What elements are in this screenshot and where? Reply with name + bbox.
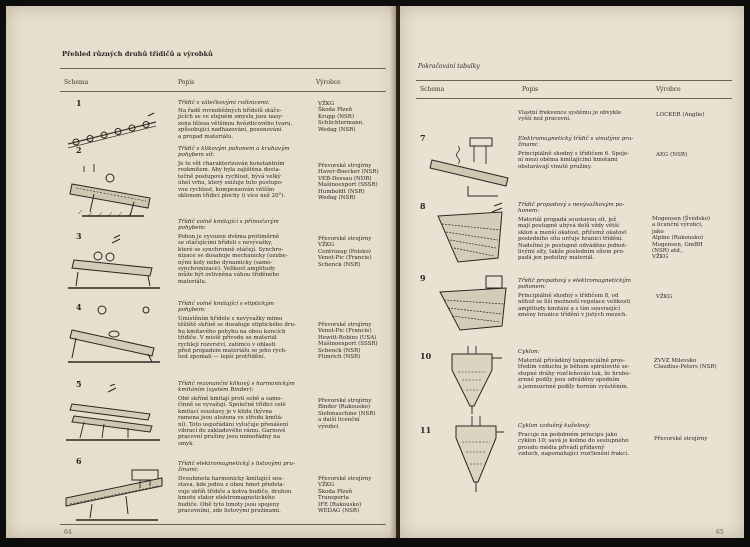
header-rule-top bbox=[60, 68, 386, 69]
row-description: Je to vět charakterizován konstantním rozkmitem. Aby byla zajištěna dosta- tečně postupová rychlost, bývá velký úhel vrhu, který snižuje tuto postupo- vou rychlost, kompenzován větším sklonem třídicí plochy (i více než 20°). bbox=[178, 161, 286, 199]
row-description: Principiálně shodný s třídičem 6. Spoje- ní mezi oběma kmitajícími hmotami obstarávají vinuté pružiny. bbox=[518, 151, 630, 170]
row-description: Materiál přiváděný tangenciálně pros- tředím vzduchu je během spirálovité se- stupné dráhy rozčleňován tak, že hrubo- zrnné podíly jsou odváděny spodním a jemnozrnné podíly horním vyústěním. bbox=[518, 358, 631, 390]
row-number: 8 bbox=[420, 201, 426, 211]
header-rule-bottom bbox=[416, 98, 732, 99]
col-popis: Popis bbox=[178, 79, 195, 86]
row-manufacturers: Převorské strojírny Venot-Pic (Francie) Hewitt-Robins (USA) Mašinoexport (SSSR) Schenck (NSR) Flimrich (NSR) bbox=[318, 322, 378, 360]
row-description: Dvouhmota harmonicky kmitající sou- stava, kde jednu z obou hmot předsta- vuje skříň třídiče a kotva budiče, druhou hmotu stator elektromagnetického budiče. Obě tyto hmoty jsou spojeny pracovními, zde listovými pružinami. bbox=[178, 476, 292, 514]
row-number: 6 bbox=[76, 456, 82, 466]
row-type-title: Třídič volně kmitající s eliptickým pohybem: bbox=[178, 301, 274, 314]
table-rule-bottom bbox=[60, 524, 386, 525]
electromagnetic-screen-sketch bbox=[62, 464, 166, 526]
row-type-title: Třídič propadový s elektromagnetickým pohonem: bbox=[518, 278, 631, 291]
table-title: Přehled různých druhů třídičů a výrobků bbox=[62, 50, 213, 58]
row-manufacturers: Převorské strojírny VŽKG Centrozap (Polsko) Venot-Pic (Francie) Schenck (NSR) bbox=[318, 236, 372, 268]
row-number: 3 bbox=[76, 231, 82, 241]
row-type-title: Třídič rezonanční klikový s harmonickým kmitáním (systém Binder): bbox=[178, 381, 295, 394]
left-page bbox=[6, 6, 396, 538]
row-description: Umístěním hřídele s nevývažky mimo těžiště skříně se dosahuje eliptického dru- hu kmitavého pohybu na obou koncích třídiče. V místě přívodu se materiál rychleji rozvrství, zatímco v oblasti před propadem materiálu se jeho rych- lost zpomalí — lepší protřídění. bbox=[178, 316, 296, 361]
row-type-title: Třídič propadový s nevývažkovým po- honem: bbox=[518, 202, 625, 215]
spring-screen-sketch bbox=[428, 134, 512, 198]
em-stacked-screen-sketch bbox=[430, 274, 514, 334]
linear-screen-sketch bbox=[64, 231, 164, 292]
row-manufacturers: Převorské strojírny Binder (Rakousko) Siebmaschine (NSR) a další licenční výrobci bbox=[318, 398, 376, 430]
intro-description: Vlastní frekvence systému je obvykle vyšší než pracovní. bbox=[518, 110, 622, 123]
header-rule-bottom bbox=[60, 91, 386, 92]
row-description: Materiál propadá soustavou sít, jež mají postupně ubývá dolů vždy větší sklon a menší okatost, přičemž okatost posledního síta určuje hranici třídění. Nadsítné je postupně odváděno jednot- livými síty, takže posledním sítem pro- padá jen podsítný materiál. bbox=[518, 217, 628, 262]
row-type-title: Třídič s válečkovými roštnicemi: bbox=[178, 100, 270, 106]
row-description: Principiálně shodný s třídičem 8, od něhož se liší možností regulace velikosti amplitudy kmitání a s tím související změny hranice třídění v jistých mezích. bbox=[518, 293, 631, 319]
col-vyrobce: Výrobce bbox=[656, 86, 681, 93]
row-number: 9 bbox=[420, 273, 426, 283]
right-page bbox=[400, 6, 744, 538]
intro-manufacturers: LOCKER (Anglie) bbox=[656, 112, 705, 118]
resonance-screen-sketch bbox=[64, 384, 164, 444]
row-number: 7 bbox=[420, 133, 426, 143]
running-head: Pokračování tabulky bbox=[418, 63, 480, 70]
row-description: Pohon je vyvozen dvěma protiměrně se otáčejícími hřídeli s nevývažky, které se synchronně otáčejí. Synchro- nizace se dosahuje mechanicky (ozube- nými koly nebo dynamicky (samo- synchronizace). Velikost amplitudy může být ovlivněna váhou tříděného materiálu. bbox=[178, 234, 288, 285]
row-number: 4 bbox=[76, 302, 82, 312]
row-number: 1 bbox=[76, 98, 82, 108]
row-type-title: Třídič s klikovým pohonem a kruhovým pohybem sít: bbox=[178, 146, 290, 159]
conical-cyclone-sketch bbox=[442, 416, 506, 492]
row-type-title: Cyklon vzdušný kuželový: bbox=[518, 423, 591, 429]
row-manufacturers: Převorské strojírny VŽKG Škoda Plzeň Transporta IFE (Rakousko) WEDAG (NSR) bbox=[318, 476, 372, 514]
col-schema: Schema bbox=[420, 86, 445, 93]
row-manufacturers: Převorské strojírny bbox=[654, 436, 708, 442]
row-number: 10 bbox=[420, 351, 432, 361]
cyclone-sketch bbox=[440, 346, 504, 414]
row-description: Obě skříně kmitají proti sobě a samo- činně se vyvažují. Společně třídicí celé kmitací soustavy je v klidu (kývna ramena jsou uložena ve středu kmitá- ní). Toto uspořádání vylučuje přenášení vibrací do základového rámu. Garnové pracovní pružiny jsou mimořádný na smyk. bbox=[178, 396, 289, 447]
row-manufacturers: AEG (NSR) bbox=[656, 152, 688, 158]
col-schema: Schema bbox=[64, 79, 89, 86]
row-description: Na řadě rovnoběžných hřídelů otáče- jících se ve stejném smyslu jsou nasy- zena tělesa většinou hvězdicového tvaru, způsobující nadhazování, posunování a propad materiálu. bbox=[178, 108, 293, 140]
row-type-title: Elektromagnetický třídič s vinutými pru- žinami: bbox=[518, 136, 634, 149]
row-manufacturers: Mogensen (Švédsko) a licenční výrobci, jako Alpine (Rakousko) Mogensen, GmBH (NSR) atd., VŽKG bbox=[652, 216, 711, 261]
row-manufacturers: ZVVZ Milevsko Claudius-Peters (NSR) bbox=[654, 358, 717, 371]
row-manufacturers: VŽKG bbox=[656, 294, 673, 300]
stacked-screen-sketch bbox=[428, 202, 512, 266]
header-rule-top bbox=[416, 80, 732, 81]
col-popis: Popis bbox=[522, 86, 539, 93]
row-manufacturers: VŽKG Škoda Plzeň Krupp (NSR) Schüchtermann, Wedag (NSR) bbox=[318, 101, 364, 133]
crank-screen-sketch bbox=[64, 158, 164, 220]
row-description: Pracuje na podobném principu jako cyklon 10; savá je kolmo do sestupného proudu média přivádí přídavný vzduch, napomáhající rozčlenění frakcí. bbox=[518, 432, 629, 458]
col-vyrobce: Výrobce bbox=[316, 79, 341, 86]
row-manufacturers: Převorské strojírny Haver-Boecker (NSR) VEB-Dessau (NDR) Mašinoexport (SSSR) Humboldt (NSR) Wedag (NSR) bbox=[318, 163, 379, 201]
row-type-title: Cyklon: bbox=[518, 349, 540, 355]
page-number: 64 bbox=[64, 529, 72, 536]
row-number: 5 bbox=[76, 379, 82, 389]
row-number: 2 bbox=[76, 145, 82, 155]
row-type-title: Třídič elektromagnetický s listovými pru- žinami: bbox=[178, 461, 295, 474]
row-number: 11 bbox=[420, 425, 432, 435]
row-type-title: Třídič volně kmitající s přímočarým pohybem: bbox=[178, 219, 279, 232]
elliptical-screen-sketch bbox=[64, 302, 164, 368]
page-number: 65 bbox=[716, 529, 724, 536]
